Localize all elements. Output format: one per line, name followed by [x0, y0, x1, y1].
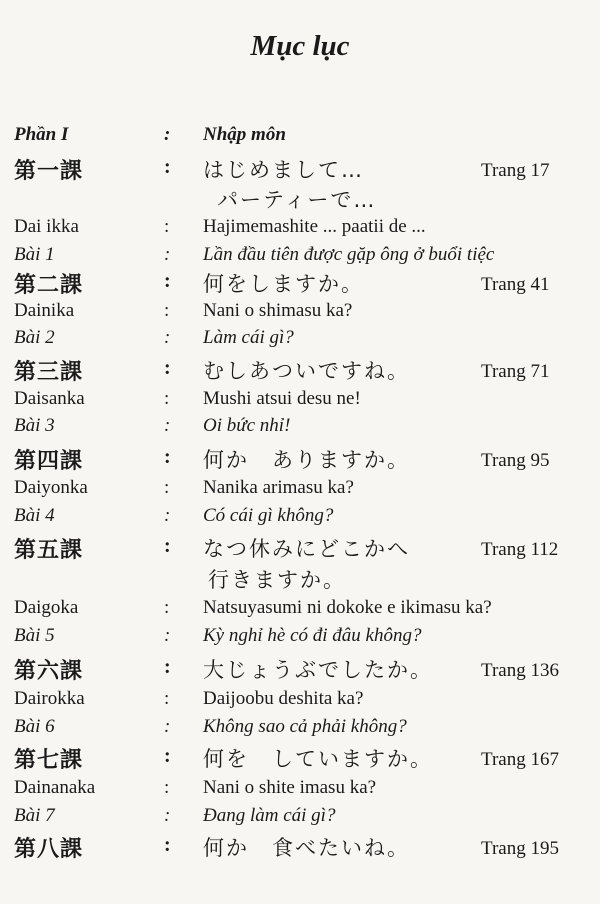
lesson-romaji-label: Daigoka: [14, 597, 79, 618]
lesson-romaji-label: Daisanka: [14, 388, 85, 409]
lesson-title-viet: Oi bức nhỉ!: [203, 415, 291, 436]
lesson-number: Bài 6: [14, 716, 55, 737]
lesson-page: Trang 95: [481, 450, 550, 471]
lesson-title-romaji: Natsuyasumi ni dokoke e ikimasu ka?: [203, 597, 492, 618]
lesson-page: Trang 17: [481, 160, 550, 181]
separator-colon: :: [164, 327, 171, 348]
lesson-number: Bài 1: [14, 244, 55, 265]
lesson-title-viet: Đang làm cái gì?: [203, 805, 336, 826]
separator-colon: :: [164, 777, 170, 798]
separator-colon: :: [164, 716, 171, 737]
lesson-title-jp: むしあついですね。: [203, 359, 410, 383]
lesson-title-viet: Có cái gì không?: [203, 505, 334, 526]
lesson-kanji: 第五課: [14, 538, 84, 563]
lesson-number: Bài 4: [14, 505, 55, 526]
lesson-kanji: 第六課: [14, 659, 84, 684]
lesson-title-jp: 何をしますか。: [203, 272, 364, 296]
lesson-title-romaji: Hajimemashite ... paatii de ...: [203, 216, 426, 237]
separator-colon: :: [164, 597, 170, 618]
separator-colon: :: [164, 805, 171, 826]
separator-colon: :: [164, 156, 171, 178]
separator-colon: :: [164, 357, 171, 379]
lesson-kanji: 第二課: [14, 273, 84, 298]
lesson-title-romaji: Daijoobu deshita ka?: [203, 688, 364, 709]
separator-colon: :: [164, 656, 171, 678]
lesson-number: Bài 7: [14, 805, 55, 826]
part-label: Phần I: [14, 124, 69, 145]
lesson-title-viet: Làm cái gì?: [203, 327, 294, 348]
lesson-title-viet: Lần đầu tiên được gặp ông ở buổi tiệc: [203, 244, 495, 265]
separator-colon: :: [164, 477, 170, 498]
lesson-romaji-label: Dairokka: [14, 688, 85, 709]
lesson-page: Trang 136: [481, 660, 559, 681]
separator-colon: :: [164, 834, 171, 856]
lesson-romaji-label: Dainika: [14, 300, 75, 321]
lesson-kanji: 第一課: [14, 159, 84, 184]
separator-colon: :: [164, 535, 171, 557]
separator-colon: :: [164, 446, 171, 468]
lesson-page: Trang 195: [481, 838, 559, 859]
separator-colon: :: [164, 270, 171, 292]
lesson-title-jp: 何か ありますか。: [203, 448, 410, 472]
lesson-title-romaji: Nani o shimasu ka?: [203, 300, 353, 321]
lesson-page: Trang 41: [481, 274, 550, 295]
lesson-title-jp: 何を していますか。: [203, 747, 433, 771]
lesson-title-viet: Kỳ nghỉ hè có đi đâu không?: [203, 625, 422, 646]
lesson-number: Bài 2: [14, 327, 55, 348]
lesson-kanji: 第四課: [14, 449, 84, 474]
page-title: Mục lục: [250, 30, 350, 62]
lesson-title-jp: 何か 食べたいね。: [203, 836, 410, 860]
separator-colon: :: [164, 625, 171, 646]
separator-colon: :: [164, 216, 170, 237]
lesson-title-jp: はじめまして…: [203, 158, 364, 182]
part-title: Nhập môn: [203, 124, 286, 145]
lesson-page: Trang 167: [481, 749, 559, 770]
lesson-title-jp-line2: 行きますか。: [208, 568, 346, 592]
lesson-romaji-label: Dainanaka: [14, 777, 96, 798]
separator-colon: :: [164, 745, 171, 767]
lesson-romaji-label: Daiyonka: [14, 477, 88, 498]
lesson-number: Bài 5: [14, 625, 55, 646]
lesson-title-romaji: Mushi atsui desu ne!: [203, 388, 361, 409]
lesson-kanji: 第三課: [14, 360, 84, 385]
lesson-title-jp: なつ休みにどこかへ: [203, 537, 410, 561]
lesson-title-jp-line2: パーティーで…: [217, 188, 377, 212]
separator-colon: :: [164, 244, 171, 265]
separator-colon: :: [164, 415, 171, 436]
lesson-title-jp: 大じょうぶでしたか。: [203, 658, 433, 682]
separator-colon: :: [164, 124, 171, 145]
lesson-page: Trang 112: [481, 539, 559, 560]
lesson-title-romaji: Nanika arimasu ka?: [203, 477, 354, 498]
lesson-kanji: 第七課: [14, 748, 84, 773]
separator-colon: :: [164, 505, 171, 526]
separator-colon: :: [164, 300, 170, 321]
lesson-page: Trang 71: [481, 361, 550, 382]
separator-colon: :: [164, 688, 170, 709]
lesson-title-viet: Không sao cả phải không?: [203, 716, 407, 737]
lesson-title-romaji: Nani o shite imasu ka?: [203, 777, 377, 798]
separator-colon: :: [164, 388, 170, 409]
lesson-romaji-label: Dai ikka: [14, 216, 79, 237]
lesson-number: Bài 3: [14, 415, 55, 436]
lesson-kanji: 第八課: [14, 837, 84, 862]
